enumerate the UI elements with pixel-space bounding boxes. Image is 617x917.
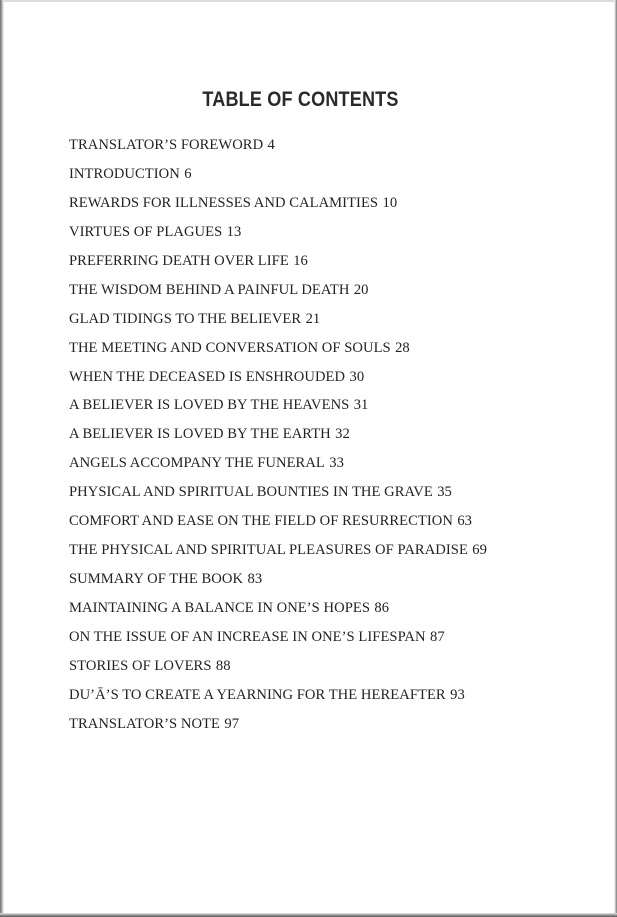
toc-list bbox=[69, 135, 487, 743]
toc-entry bbox=[69, 569, 487, 598]
toc-entry-page-number: 63 bbox=[457, 513, 473, 530]
toc-entry bbox=[69, 714, 487, 743]
toc-entry bbox=[69, 395, 487, 424]
toc-entry-page-number: 33 bbox=[329, 455, 344, 472]
toc-entry-title: REWARDS FOR ILLNESSES AND CALAMITIES bbox=[69, 194, 379, 211]
toc-entry-page-number: 35 bbox=[437, 484, 452, 501]
toc-entry-title: PREFERRING DEATH OVER LIFE bbox=[69, 252, 289, 269]
toc-entry-page-number: 30 bbox=[349, 368, 365, 385]
toc-entry-page-number: 13 bbox=[226, 223, 242, 240]
toc-entry-title: GLAD TIDINGS TO THE BELIEVER bbox=[69, 310, 302, 327]
toc-entry-title: MAINTAINING A BALANCE IN ONE’S HOPES bbox=[69, 600, 371, 616]
toc-entry-title: THE PHYSICAL AND SPIRITUAL PLEASURES OF PARADISE bbox=[69, 542, 468, 559]
toc-entry-title: THE MEETING AND CONVERSATION OF SOULS bbox=[69, 339, 391, 356]
toc-entry-page-number: 83 bbox=[247, 571, 263, 588]
toc-entry bbox=[69, 193, 487, 222]
toc-entry-page-number: 88 bbox=[215, 657, 231, 674]
toc-entry bbox=[69, 367, 487, 396]
toc-entry-title: TRANSLATOR’S NOTE bbox=[69, 715, 220, 732]
toc-entry-title: SUMMARY OF THE BOOK bbox=[69, 571, 244, 588]
toc-entry-title: VIRTUES OF PLAGUES bbox=[69, 223, 223, 240]
toc-entry bbox=[69, 135, 487, 164]
toc-entry bbox=[69, 280, 487, 309]
toc-entry-title: WHEN THE DECEASED IS ENSHROUDED bbox=[69, 368, 346, 385]
toc-entry-page-number: 69 bbox=[472, 542, 487, 559]
toc-entry bbox=[69, 685, 487, 714]
toc-entry-page-number: 32 bbox=[335, 426, 350, 443]
toc-entry-page-number: 97 bbox=[224, 715, 240, 732]
page-edge-left bbox=[0, 0, 4, 917]
page-edge-bottom bbox=[0, 913, 617, 917]
toc-entry bbox=[69, 338, 487, 367]
toc-entry-page-number: 16 bbox=[293, 252, 308, 269]
toc-entry-page-number: 86 bbox=[374, 600, 390, 616]
toc-entry-title: ON THE ISSUE OF AN INCREASE IN ONE’S LIFESPAN bbox=[69, 628, 426, 645]
toc-entry-title: INTRODUCTION bbox=[69, 165, 180, 182]
toc-entry-page-number: 20 bbox=[353, 281, 369, 298]
toc-entry bbox=[69, 656, 487, 685]
toc-entry-title: THE WISDOM BEHIND A PAINFUL DEATH bbox=[69, 281, 350, 298]
toc-entry-title: COMFORT AND EASE ON THE FIELD OF RESURRECTION bbox=[69, 513, 453, 530]
toc-entry-title: A BELIEVER IS LOVED BY THE EARTH bbox=[69, 426, 331, 443]
toc-entry-title: DU’Ā’S TO CREATE A YEARNING FOR THE HEREAFTER bbox=[69, 686, 446, 703]
page-title: TABLE OF CONTENTS bbox=[202, 88, 399, 111]
toc-entry bbox=[69, 251, 487, 280]
toc-entry bbox=[69, 511, 487, 540]
toc-entry bbox=[69, 222, 487, 251]
toc-entry-page-number: 6 bbox=[184, 165, 192, 182]
toc-entry bbox=[69, 598, 487, 627]
toc-entry bbox=[69, 424, 487, 453]
page-edge-top bbox=[0, 0, 617, 2]
toc-entry-page-number: 4 bbox=[267, 137, 275, 153]
toc-entry-title: STORIES OF LOVERS bbox=[69, 657, 212, 674]
toc-entry-title: TRANSLATOR’S FOREWORD bbox=[69, 137, 264, 153]
toc-entry-page-number: 93 bbox=[450, 686, 465, 703]
toc-entry bbox=[69, 627, 487, 656]
toc-entry-page-number: 87 bbox=[429, 628, 445, 645]
toc-entry bbox=[69, 309, 487, 338]
toc-entry-title: PHYSICAL AND SPIRITUAL BOUNTIES IN THE GRAVE bbox=[69, 484, 433, 501]
toc-entry bbox=[69, 540, 487, 569]
toc-entry bbox=[69, 164, 487, 193]
toc-entry-title: ANGELS ACCOMPANY THE FUNERAL bbox=[69, 455, 325, 472]
toc-entry-page-number: 10 bbox=[382, 194, 398, 211]
toc-entry-title: A BELIEVER IS LOVED BY THE HEAVENS bbox=[69, 397, 350, 414]
toc-entry-page-number: 21 bbox=[305, 310, 321, 327]
toc-entry bbox=[69, 482, 487, 511]
toc-entry-page-number: 31 bbox=[353, 397, 369, 414]
toc-entry bbox=[69, 453, 487, 482]
toc-entry-page-number: 28 bbox=[395, 339, 410, 356]
